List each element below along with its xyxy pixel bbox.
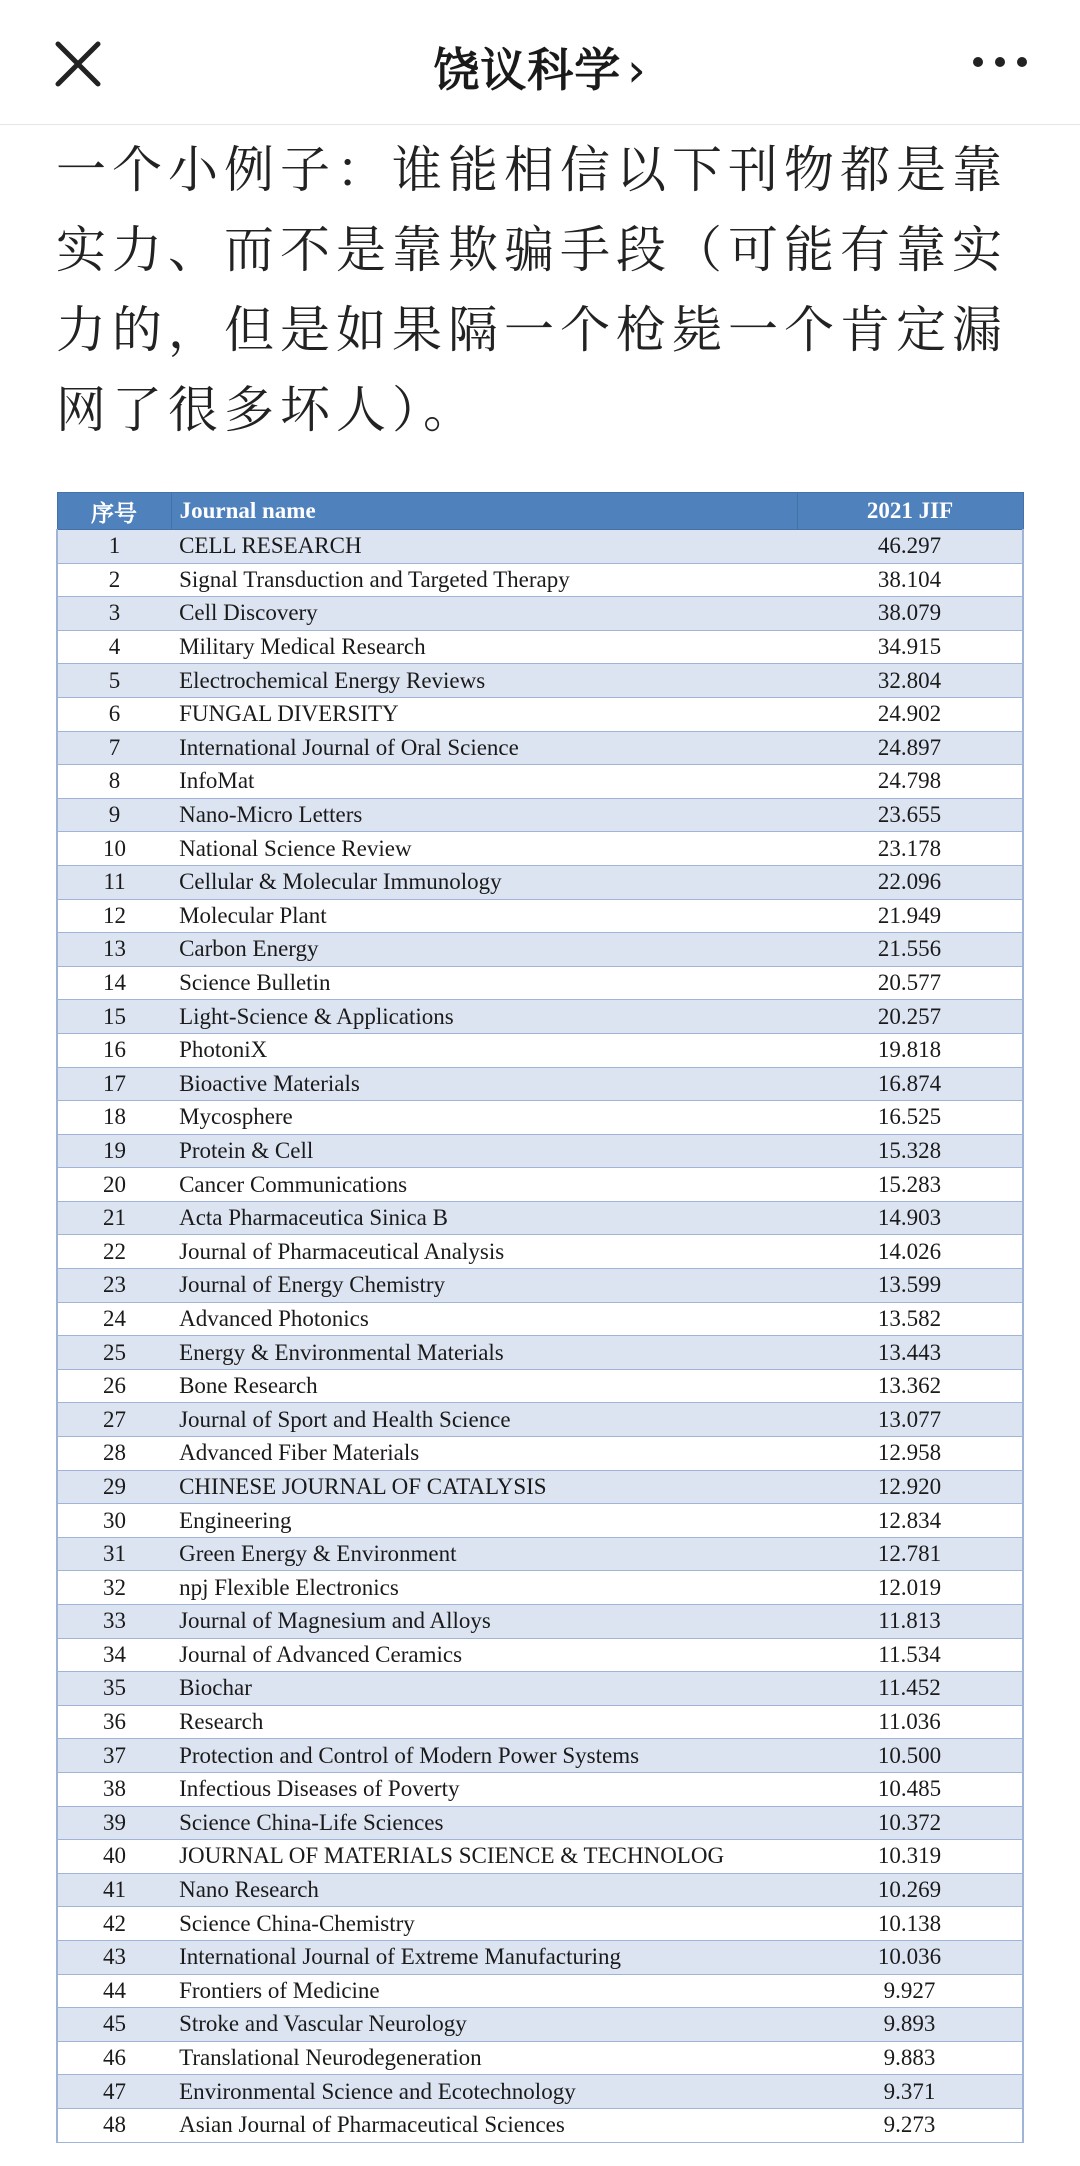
row-index: 5 bbox=[57, 664, 171, 698]
row-index: 30 bbox=[57, 1504, 171, 1538]
table-row bbox=[57, 630, 1023, 664]
row-index: 43 bbox=[57, 1940, 171, 1974]
row-jif: 13.599 bbox=[797, 1269, 1023, 1303]
row-index: 26 bbox=[57, 1369, 171, 1403]
row-index: 28 bbox=[57, 1437, 171, 1471]
row-journal-name: Research bbox=[171, 1705, 797, 1739]
row-index: 48 bbox=[57, 2108, 171, 2142]
row-jif: 14.903 bbox=[797, 1201, 1023, 1235]
row-journal-name: FUNGAL DIVERSITY bbox=[171, 697, 797, 731]
row-jif: 12.958 bbox=[797, 1437, 1023, 1471]
table-row bbox=[57, 1033, 1023, 1067]
row-index: 42 bbox=[57, 1907, 171, 1941]
row-jif: 11.452 bbox=[797, 1672, 1023, 1706]
row-index: 39 bbox=[57, 1806, 171, 1840]
more-options-icon[interactable] bbox=[970, 46, 1030, 78]
row-index: 18 bbox=[57, 1101, 171, 1135]
table-row bbox=[57, 1000, 1023, 1034]
row-jif: 10.372 bbox=[797, 1806, 1023, 1840]
table-row bbox=[57, 1201, 1023, 1235]
row-journal-name: Stroke and Vascular Neurology bbox=[171, 2008, 797, 2042]
table-row bbox=[57, 2075, 1023, 2109]
table-row bbox=[57, 1739, 1023, 1773]
row-journal-name: National Science Review bbox=[171, 832, 797, 866]
row-jif: 24.897 bbox=[797, 731, 1023, 765]
row-journal-name: Cancer Communications bbox=[171, 1168, 797, 1202]
row-index: 29 bbox=[57, 1470, 171, 1504]
table-row bbox=[57, 1101, 1023, 1135]
table-row bbox=[57, 697, 1023, 731]
row-index: 23 bbox=[57, 1269, 171, 1303]
table-row bbox=[57, 1168, 1023, 1202]
row-index: 1 bbox=[57, 530, 171, 564]
row-journal-name: Cell Discovery bbox=[171, 597, 797, 631]
table-header-row bbox=[57, 493, 1023, 530]
table-row bbox=[57, 597, 1023, 631]
row-journal-name: Bioactive Materials bbox=[171, 1067, 797, 1101]
table-row bbox=[57, 765, 1023, 799]
table-row bbox=[57, 1840, 1023, 1874]
row-journal-name: Environmental Science and Ecotechnology bbox=[171, 2075, 797, 2109]
row-journal-name: CELL RESEARCH bbox=[171, 530, 797, 564]
row-journal-name: PhotoniX bbox=[171, 1033, 797, 1067]
row-jif: 9.371 bbox=[797, 2075, 1023, 2109]
row-index: 15 bbox=[57, 1000, 171, 1034]
journal-table bbox=[56, 492, 1024, 2143]
row-index: 21 bbox=[57, 1201, 171, 1235]
row-index: 33 bbox=[57, 1605, 171, 1639]
row-journal-name: Journal of Advanced Ceramics bbox=[171, 1638, 797, 1672]
row-index: 14 bbox=[57, 966, 171, 1000]
table-row bbox=[57, 2008, 1023, 2042]
table-row bbox=[57, 563, 1023, 597]
row-jif: 13.582 bbox=[797, 1302, 1023, 1336]
row-jif: 12.781 bbox=[797, 1537, 1023, 1571]
row-index: 20 bbox=[57, 1168, 171, 1202]
row-jif: 21.556 bbox=[797, 933, 1023, 967]
row-index: 35 bbox=[57, 1672, 171, 1706]
row-index: 3 bbox=[57, 597, 171, 631]
table-row bbox=[57, 1873, 1023, 1907]
row-jif: 38.079 bbox=[797, 597, 1023, 631]
row-journal-name: Protection and Control of Modern Power Systems bbox=[171, 1739, 797, 1773]
row-journal-name: Molecular Plant bbox=[171, 899, 797, 933]
row-index: 25 bbox=[57, 1336, 171, 1370]
row-jif: 38.104 bbox=[797, 563, 1023, 597]
row-index: 41 bbox=[57, 1873, 171, 1907]
row-jif: 13.443 bbox=[797, 1336, 1023, 1370]
row-jif: 20.257 bbox=[797, 1000, 1023, 1034]
row-journal-name: Nano-Micro Letters bbox=[171, 798, 797, 832]
row-jif: 11.036 bbox=[797, 1705, 1023, 1739]
table-row bbox=[57, 2108, 1023, 2142]
row-jif: 10.319 bbox=[797, 1840, 1023, 1874]
row-jif: 10.269 bbox=[797, 1873, 1023, 1907]
row-jif: 15.328 bbox=[797, 1134, 1023, 1168]
table-row bbox=[57, 1907, 1023, 1941]
table-row bbox=[57, 1605, 1023, 1639]
table-row bbox=[57, 1437, 1023, 1471]
row-journal-name: Science Bulletin bbox=[171, 966, 797, 1000]
row-index: 6 bbox=[57, 697, 171, 731]
table-row bbox=[57, 832, 1023, 866]
table-row bbox=[57, 1134, 1023, 1168]
row-index: 31 bbox=[57, 1537, 171, 1571]
table-row bbox=[57, 2041, 1023, 2075]
row-index: 12 bbox=[57, 899, 171, 933]
row-jif: 10.138 bbox=[797, 1907, 1023, 1941]
row-jif: 10.485 bbox=[797, 1772, 1023, 1806]
table-row bbox=[57, 664, 1023, 698]
row-index: 27 bbox=[57, 1403, 171, 1437]
row-jif: 46.297 bbox=[797, 530, 1023, 564]
journal-table-image bbox=[56, 492, 1024, 2166]
chevron-right-icon: › bbox=[627, 43, 647, 97]
row-index: 44 bbox=[57, 1974, 171, 2008]
table-row bbox=[57, 1470, 1023, 1504]
table-row bbox=[57, 933, 1023, 967]
row-jif: 23.178 bbox=[797, 832, 1023, 866]
row-jif: 10.500 bbox=[797, 1739, 1023, 1773]
row-index: 13 bbox=[57, 933, 171, 967]
account-title[interactable] bbox=[0, 34, 1080, 100]
table-row bbox=[57, 1235, 1023, 1269]
post-text: 一个小例子：谁能相信以下刊物都是靠实力、而不是靠欺骗手段（可能有靠实力的，但是如果隔一个枪毙一个肯定漏网了很多坏人）。 bbox=[56, 141, 1008, 439]
row-index: 34 bbox=[57, 1638, 171, 1672]
row-journal-name: JOURNAL OF MATERIALS SCIENCE & TECHNOLOG bbox=[171, 1840, 797, 1874]
row-index: 32 bbox=[57, 1571, 171, 1605]
row-jif: 12.920 bbox=[797, 1470, 1023, 1504]
table-row bbox=[57, 1302, 1023, 1336]
table-row bbox=[57, 1772, 1023, 1806]
table-row bbox=[57, 1672, 1023, 1706]
table-row bbox=[57, 966, 1023, 1000]
account-title-text[interactable]: 饶议科学 bbox=[433, 43, 622, 97]
row-journal-name: Light-Science & Applications bbox=[171, 1000, 797, 1034]
table-row bbox=[57, 1504, 1023, 1538]
row-journal-name: Journal of Pharmaceutical Analysis bbox=[171, 1235, 797, 1269]
table-row bbox=[57, 1067, 1023, 1101]
row-journal-name: Signal Transduction and Targeted Therapy bbox=[171, 563, 797, 597]
row-journal-name: International Journal of Extreme Manufacturing bbox=[171, 1940, 797, 1974]
table-row bbox=[57, 899, 1023, 933]
row-index: 37 bbox=[57, 1739, 171, 1773]
row-journal-name: Engineering bbox=[171, 1504, 797, 1538]
row-index: 19 bbox=[57, 1134, 171, 1168]
row-journal-name: International Journal of Oral Science bbox=[171, 731, 797, 765]
row-journal-name: Journal of Magnesium and Alloys bbox=[171, 1605, 797, 1639]
row-journal-name: Bone Research bbox=[171, 1369, 797, 1403]
row-jif: 12.834 bbox=[797, 1504, 1023, 1538]
row-journal-name: Infectious Diseases of Poverty bbox=[171, 1772, 797, 1806]
row-journal-name: Electrochemical Energy Reviews bbox=[171, 664, 797, 698]
row-jif: 19.818 bbox=[797, 1033, 1023, 1067]
table-row bbox=[57, 1705, 1023, 1739]
row-journal-name: Energy & Environmental Materials bbox=[171, 1336, 797, 1370]
row-journal-name: Biochar bbox=[171, 1672, 797, 1706]
top-bar bbox=[0, 0, 1080, 125]
row-jif: 11.813 bbox=[797, 1605, 1023, 1639]
row-jif: 21.949 bbox=[797, 899, 1023, 933]
row-journal-name: Journal of Sport and Health Science bbox=[171, 1403, 797, 1437]
row-index: 4 bbox=[57, 630, 171, 664]
row-jif: 9.893 bbox=[797, 2008, 1023, 2042]
row-jif: 12.019 bbox=[797, 1571, 1023, 1605]
row-index: 46 bbox=[57, 2041, 171, 2075]
row-journal-name: Journal of Energy Chemistry bbox=[171, 1269, 797, 1303]
table-row bbox=[57, 1537, 1023, 1571]
table-row bbox=[57, 1940, 1023, 1974]
row-journal-name: Mycosphere bbox=[171, 1101, 797, 1135]
row-jif: 24.798 bbox=[797, 765, 1023, 799]
row-journal-name: Cellular & Molecular Immunology bbox=[171, 865, 797, 899]
row-index: 45 bbox=[57, 2008, 171, 2042]
row-index: 8 bbox=[57, 765, 171, 799]
row-jif: 15.283 bbox=[797, 1168, 1023, 1202]
row-journal-name: Advanced Photonics bbox=[171, 1302, 797, 1336]
row-journal-name: Protein & Cell bbox=[171, 1134, 797, 1168]
row-jif: 9.927 bbox=[797, 1974, 1023, 2008]
table-row bbox=[57, 1336, 1023, 1370]
row-index: 2 bbox=[57, 563, 171, 597]
row-index: 16 bbox=[57, 1033, 171, 1067]
row-jif: 24.902 bbox=[797, 697, 1023, 731]
row-index: 38 bbox=[57, 1772, 171, 1806]
row-jif: 11.534 bbox=[797, 1638, 1023, 1672]
row-journal-name: Advanced Fiber Materials bbox=[171, 1437, 797, 1471]
row-jif: 23.655 bbox=[797, 798, 1023, 832]
row-journal-name: Frontiers of Medicine bbox=[171, 1974, 797, 2008]
row-jif: 9.883 bbox=[797, 2041, 1023, 2075]
row-jif: 34.915 bbox=[797, 630, 1023, 664]
table-row bbox=[57, 1974, 1023, 2008]
row-journal-name: Science China-Chemistry bbox=[171, 1907, 797, 1941]
row-journal-name: Acta Pharmaceutica Sinica B bbox=[171, 1201, 797, 1235]
header-journal-name: Journal name bbox=[171, 493, 797, 530]
row-index: 17 bbox=[57, 1067, 171, 1101]
row-jif: 13.362 bbox=[797, 1369, 1023, 1403]
table-row bbox=[57, 1269, 1023, 1303]
row-jif: 22.096 bbox=[797, 865, 1023, 899]
table-row bbox=[57, 530, 1023, 564]
row-index: 9 bbox=[57, 798, 171, 832]
row-jif: 16.525 bbox=[797, 1101, 1023, 1135]
row-jif: 14.026 bbox=[797, 1235, 1023, 1269]
row-index: 22 bbox=[57, 1235, 171, 1269]
table-row bbox=[57, 865, 1023, 899]
row-jif: 10.036 bbox=[797, 1940, 1023, 1974]
table-row bbox=[57, 1571, 1023, 1605]
row-journal-name: npj Flexible Electronics bbox=[171, 1571, 797, 1605]
table-row bbox=[57, 1638, 1023, 1672]
row-journal-name: Asian Journal of Pharmaceutical Sciences bbox=[171, 2108, 797, 2142]
header-index: 序号 bbox=[57, 493, 171, 530]
row-index: 36 bbox=[57, 1705, 171, 1739]
row-index: 10 bbox=[57, 832, 171, 866]
row-index: 47 bbox=[57, 2075, 171, 2109]
row-index: 40 bbox=[57, 1840, 171, 1874]
row-index: 7 bbox=[57, 731, 171, 765]
row-journal-name: Science China-Life Sciences bbox=[171, 1806, 797, 1840]
row-journal-name: Military Medical Research bbox=[171, 630, 797, 664]
row-jif: 13.077 bbox=[797, 1403, 1023, 1437]
table-row bbox=[57, 1806, 1023, 1840]
row-journal-name: Translational Neurodegeneration bbox=[171, 2041, 797, 2075]
row-journal-name: InfoMat bbox=[171, 765, 797, 799]
table-row bbox=[57, 731, 1023, 765]
row-index: 11 bbox=[57, 865, 171, 899]
row-journal-name: Green Energy & Environment bbox=[171, 1537, 797, 1571]
table-row bbox=[57, 1403, 1023, 1437]
row-jif: 16.874 bbox=[797, 1067, 1023, 1101]
row-journal-name: CHINESE JOURNAL OF CATALYSIS bbox=[171, 1470, 797, 1504]
row-jif: 32.804 bbox=[797, 664, 1023, 698]
row-journal-name: Carbon Energy bbox=[171, 933, 797, 967]
table-row bbox=[57, 1369, 1023, 1403]
row-journal-name: Nano Research bbox=[171, 1873, 797, 1907]
row-index: 24 bbox=[57, 1302, 171, 1336]
row-jif: 9.273 bbox=[797, 2108, 1023, 2142]
row-jif: 20.577 bbox=[797, 966, 1023, 1000]
table-row bbox=[57, 798, 1023, 832]
header-jif: 2021 JIF bbox=[797, 493, 1023, 530]
